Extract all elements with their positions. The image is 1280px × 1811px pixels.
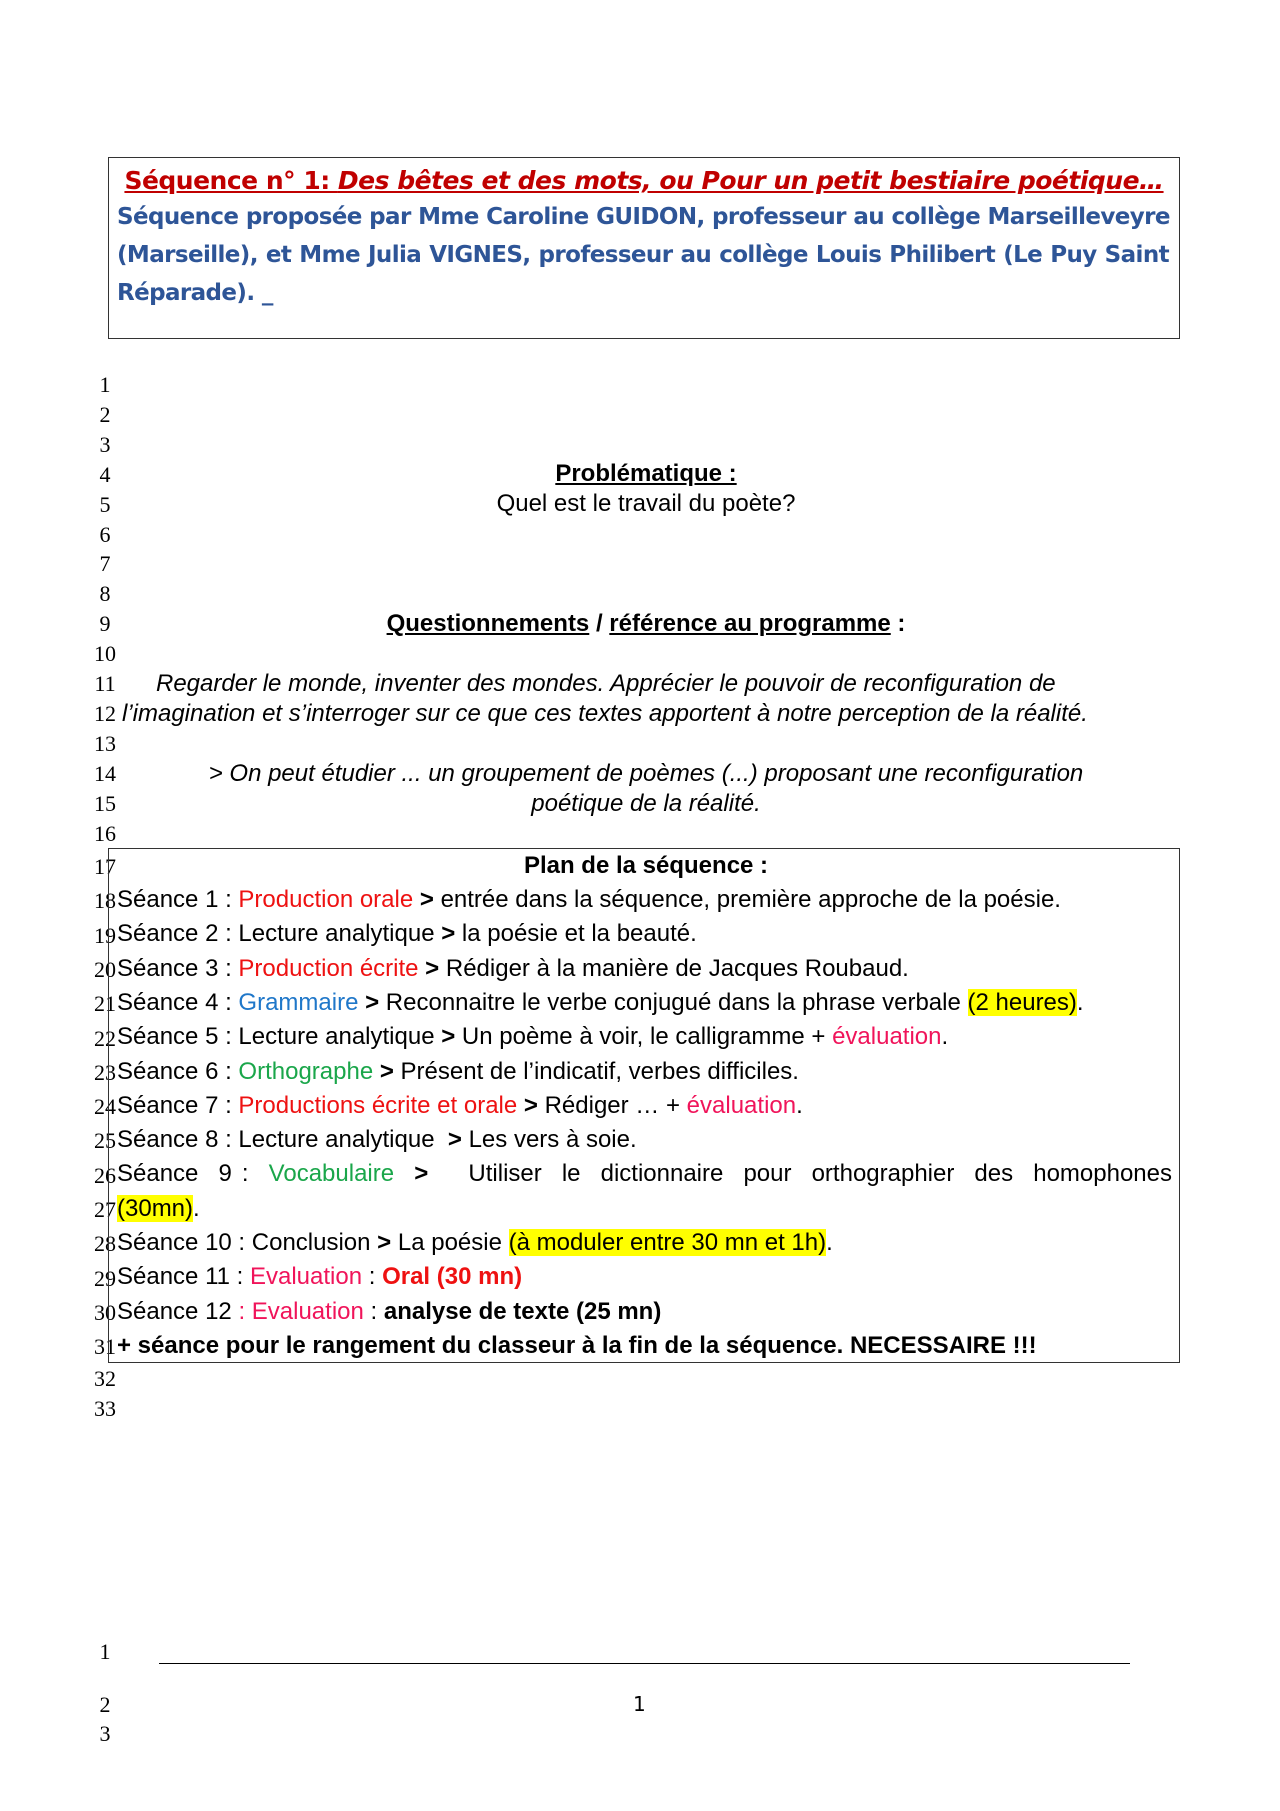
- heading-sep: /: [589, 610, 610, 637]
- line-number: 21: [94, 991, 116, 1017]
- plan-segment: Un poème à voir, le calligramme +: [455, 1023, 833, 1051]
- plan-segment: la poésie et la beauté.: [455, 920, 697, 948]
- line-number: 24: [94, 1094, 116, 1120]
- plan-line: [117, 885, 1061, 915]
- problematique-heading: [122, 459, 1170, 489]
- line-number: 14: [94, 760, 116, 786]
- plan-segment: .: [941, 1023, 949, 1051]
- plan-segment: Rédiger … +: [544, 1091, 687, 1119]
- sequence-title: [109, 166, 1179, 195]
- plan-segment: Séance 10 : Conclusion: [117, 1229, 378, 1256]
- line-number: 23: [94, 1059, 116, 1085]
- plan-segment: évaluation: [686, 1091, 797, 1119]
- plan-segment: Rédiger à la manière de Jacques Roubaud.: [445, 954, 909, 982]
- plan-segment: Productions écrite et orale: [238, 1091, 518, 1119]
- line-number: 6: [99, 521, 111, 547]
- line-number: 33: [94, 1396, 116, 1421]
- plan-segment: Séance 8 : Lecture analytique: [117, 1126, 448, 1154]
- plan-segment: (à moduler entre 30 mn et 1h): [508, 1229, 827, 1256]
- title-prefix: Séquence n° 1:: [124, 166, 338, 195]
- line-number: 18: [94, 888, 116, 914]
- plan-segment: .: [826, 1229, 833, 1256]
- questionnements-heading: [122, 609, 1170, 639]
- plan-segment: Séance 5 : Lecture analytique: [117, 1023, 442, 1051]
- footer-line-number: 1: [99, 1639, 111, 1664]
- line-number: 17: [94, 854, 116, 879]
- line-number: 5: [99, 491, 111, 517]
- programme-paragraph-line: Regarder le monde, inventer des mondes. Apprécier le pouvoir de reconfiguration de: [156, 670, 1056, 697]
- plan-segment: Séance 6 :: [117, 1057, 239, 1085]
- plan-segment: >: [358, 988, 386, 1016]
- plan-segment: >: [413, 886, 441, 913]
- plan-line: [117, 988, 1084, 1018]
- plan-segment: >: [517, 1091, 545, 1119]
- line-number: 15: [94, 790, 116, 816]
- plan-segment: Séance 2 : Lecture analytique: [117, 920, 442, 948]
- plan-segment: Séance 3 :: [117, 954, 239, 982]
- footer-line-number: 2: [99, 1692, 111, 1717]
- plan-segment: analyse de texte (25 mn): [383, 1297, 662, 1325]
- line-number: 16: [94, 820, 116, 846]
- plan-segment: Séance 11 :: [117, 1263, 250, 1291]
- plan-line: [117, 1057, 799, 1087]
- line-number: 8: [99, 581, 111, 607]
- heading-a: Questionnements: [386, 610, 590, 637]
- programme-quote-line: poétique de la réalité.: [531, 790, 761, 817]
- line-number: 26: [94, 1162, 116, 1188]
- plan-line: [117, 954, 909, 984]
- plan-line: [117, 1297, 661, 1327]
- plan-segment: Séance 7 :: [117, 1091, 239, 1119]
- plan-segment: Séance 9 :: [117, 1160, 269, 1188]
- plan-segment: (30mn): [117, 1194, 194, 1222]
- plan-segment: Production orale: [238, 886, 414, 913]
- plan-segment: Oral (30 mn): [382, 1263, 523, 1291]
- page-number: 1: [633, 1692, 646, 1716]
- line-number: 2: [99, 401, 111, 427]
- plan-segment: .: [1076, 988, 1084, 1016]
- line-number: 4: [99, 461, 111, 487]
- plan-segment: Séance 12: [117, 1297, 239, 1325]
- heading-b: référence au programme: [609, 610, 891, 637]
- plan-line: [117, 1125, 637, 1155]
- line-number: 22: [94, 1025, 116, 1051]
- plan-segment: Reconnaitre le verbe conjugué dans la phrase verbale: [385, 988, 968, 1016]
- plan-segment: >: [394, 1160, 449, 1188]
- plan-segment: Utiliser le dictionnaire pour orthographier des homophones: [448, 1160, 1173, 1188]
- line-number: 29: [94, 1265, 116, 1291]
- plan-segment: >: [377, 1229, 392, 1256]
- line-number: 7: [99, 551, 111, 577]
- line-number: 32: [94, 1366, 116, 1391]
- plan-segment: (2 heures): [967, 988, 1077, 1016]
- line-number: 25: [94, 1128, 116, 1154]
- plan-heading: Plan de la séquence :: [523, 852, 769, 879]
- line-number: 13: [94, 730, 116, 756]
- plan-segment: >: [441, 1023, 456, 1051]
- header-box: [108, 157, 1180, 339]
- plan-segment: Séance 1 :: [117, 886, 239, 913]
- plan-segment: entrée dans la séquence, première approche de la poésie.: [440, 886, 1061, 913]
- line-number: 10: [94, 641, 116, 667]
- plan-segment: Les vers à soie.: [461, 1126, 637, 1154]
- line-number: 27: [94, 1197, 116, 1222]
- line-number: 3: [99, 431, 111, 457]
- heading-colon: :: [890, 610, 906, 637]
- plan-line: [117, 919, 697, 949]
- line-number: 20: [94, 956, 116, 982]
- plan-segment: >: [373, 1057, 401, 1085]
- plan-segment: La poésie: [391, 1229, 509, 1256]
- plan-segment: .: [796, 1091, 803, 1119]
- plan-segment: Evaluation: [249, 1263, 363, 1291]
- plan-segment: Grammaire: [238, 988, 359, 1016]
- plan-line: [117, 1331, 1037, 1361]
- plan-segment: : Evaluation: [238, 1297, 364, 1325]
- plan-line: [117, 1091, 803, 1121]
- authors-line: Séquence proposée par Mme Caroline GUIDON, professeur au collège Marseilleveyre: [117, 204, 1170, 230]
- problematique-question: Quel est le travail du poète?: [496, 490, 796, 517]
- authors-line: (Marseille), et Mme Julia VIGNES, professeur au collège Louis Philibert (Le Puy Saint: [117, 242, 1169, 268]
- line-number: 31: [94, 1334, 116, 1360]
- plan-segment: Orthographe: [238, 1057, 374, 1085]
- plan-segment: :: [363, 1297, 384, 1325]
- plan-segment: Présent de l’indicatif, verbes difficiles.: [400, 1057, 799, 1085]
- plan-line: [117, 1262, 522, 1292]
- footer-line-number: 3: [99, 1721, 111, 1746]
- plan-line: [117, 1022, 948, 1052]
- title-rest: Des bêtes et des mots, ou Pour un petit bestiaire poétique…: [337, 166, 1164, 195]
- plan-line: [117, 1159, 1172, 1189]
- plan-segment: Vocabulaire: [268, 1160, 395, 1188]
- line-number: 12: [94, 700, 116, 726]
- plan-segment: + séance pour le rangement du classeur à la fin de la séquence. NECESSAIRE !!!: [117, 1331, 1037, 1359]
- plan-segment: >: [441, 920, 456, 948]
- programme-paragraph-line: l’imagination et s’interroger sur ce que ces textes apportent à notre perception de la réalité.: [122, 700, 1088, 727]
- line-number: 19: [94, 922, 116, 948]
- line-number: 28: [94, 1231, 116, 1257]
- plan-segment: Production écrite: [238, 954, 419, 982]
- plan-segment: évaluation: [832, 1023, 942, 1051]
- plan-segment: :: [362, 1263, 383, 1291]
- plan-line: [117, 1228, 833, 1258]
- line-number: 30: [94, 1299, 116, 1325]
- authors-line: Réparade). _: [117, 280, 273, 306]
- plan-segment: >: [447, 1126, 462, 1154]
- programme-quote-line: > On peut étudier ... un groupement de poèmes (...) proposant une reconfiguration: [208, 760, 1084, 787]
- plan-segment: Séance 4 :: [117, 988, 239, 1016]
- plan-segment: .: [193, 1194, 200, 1222]
- footer-rule: [159, 1663, 1130, 1664]
- plan-line: [117, 1194, 200, 1224]
- problematique-heading-text: Problématique :: [555, 460, 737, 487]
- line-number: 11: [94, 671, 116, 696]
- plan-segment: >: [418, 954, 446, 982]
- line-number: 9: [99, 611, 111, 637]
- line-number: 1: [99, 372, 111, 397]
